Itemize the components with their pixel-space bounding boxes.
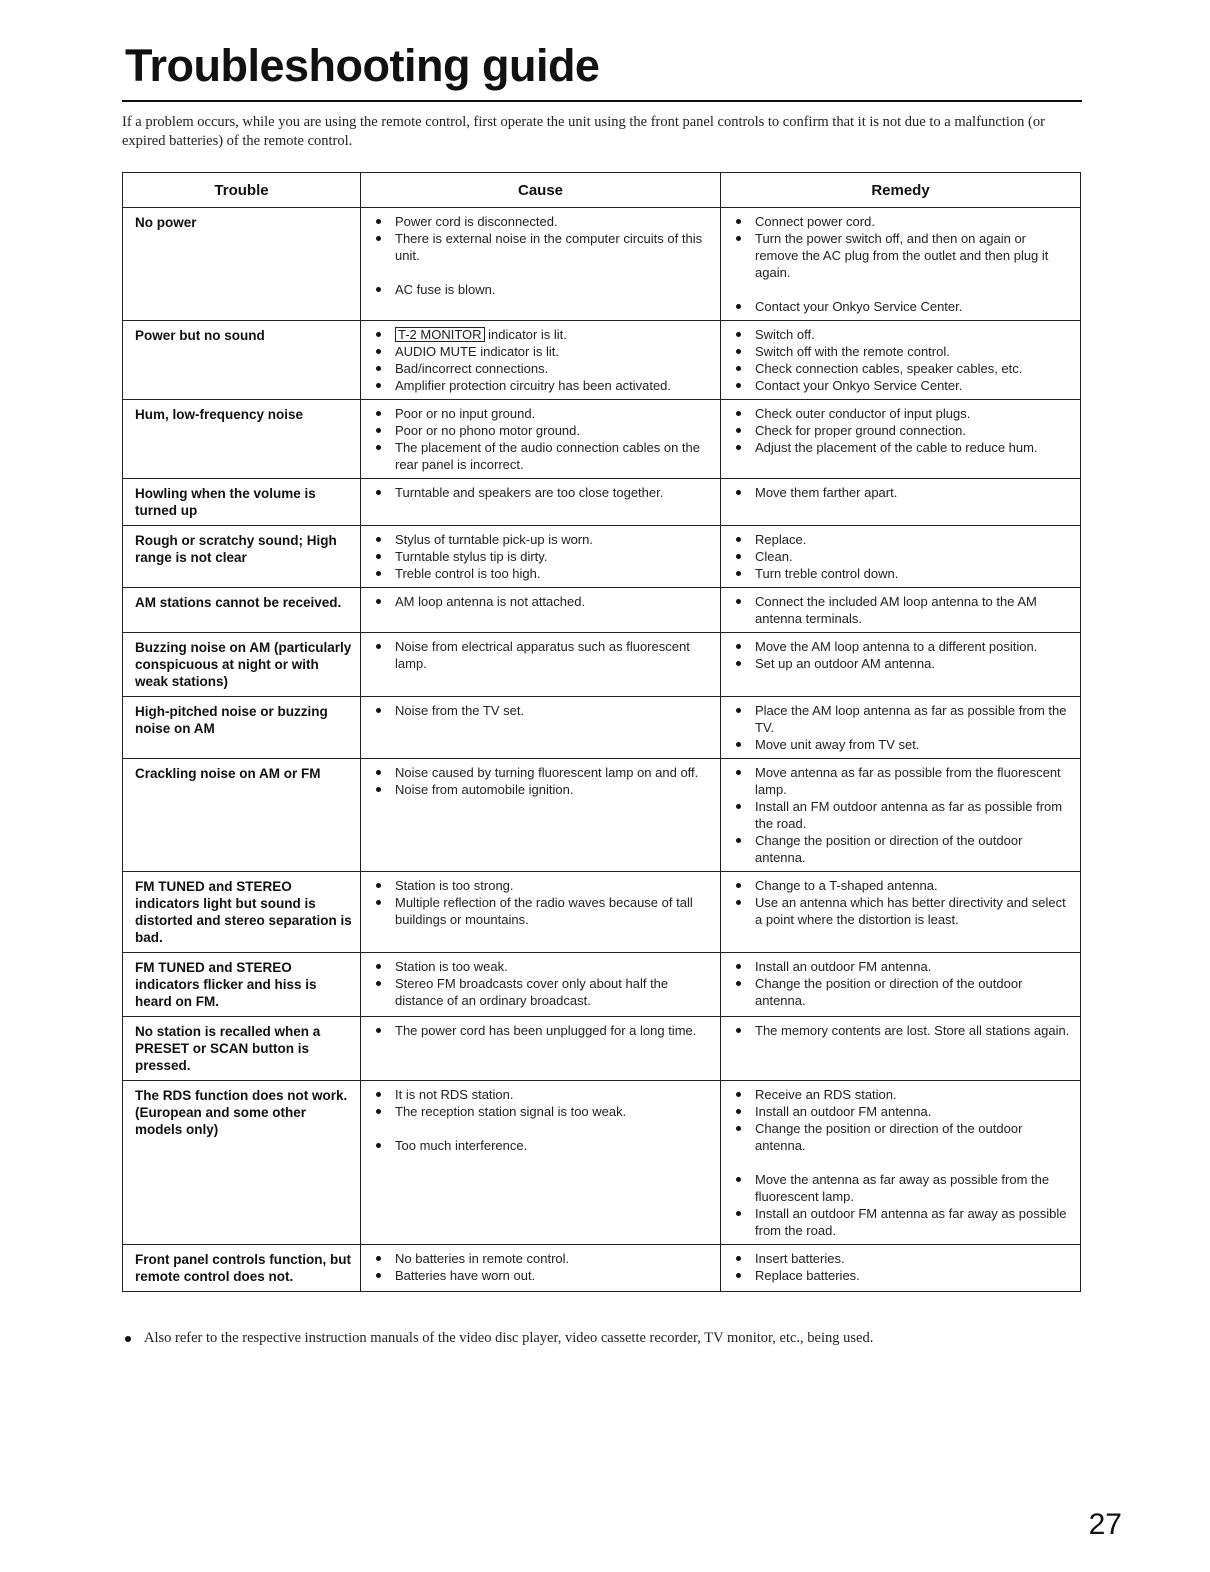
- remedy-list: [733, 958, 1072, 1009]
- cause-list: [373, 702, 712, 719]
- list-item: The power cord has been unplugged for a long time.: [373, 1022, 712, 1039]
- footnote-text: Also refer to the respective instruction manuals of the video disc player, video cassette recorder, TV monitor, etc., being used.: [144, 1330, 874, 1346]
- cause-list: [373, 638, 712, 672]
- page-title: Troubleshooting guide: [125, 40, 600, 91]
- trouble-cell: Power but no sound: [123, 321, 361, 400]
- list-item: Connect the included AM loop antenna to the AM antenna terminals.: [733, 593, 1072, 627]
- remedy-cell: [721, 479, 1081, 526]
- table-row: [123, 588, 1081, 633]
- cause-cell: [361, 321, 721, 400]
- list-item: Batteries have worn out.: [373, 1267, 712, 1284]
- list-item: Turntable and speakers are too close together.: [373, 484, 712, 501]
- list-item: Move unit away from TV set.: [733, 736, 1072, 753]
- cause-cell: [361, 208, 721, 321]
- table-row: [123, 759, 1081, 872]
- list-item: AC fuse is blown.: [373, 281, 712, 298]
- list-item: Replace batteries.: [733, 1267, 1072, 1284]
- table-row: [123, 872, 1081, 953]
- trouble-cell: Crackling noise on AM or FM: [123, 759, 361, 872]
- list-item: Turn treble control down.: [733, 565, 1072, 582]
- list-item: Noise from electrical apparatus such as fluorescent lamp.: [373, 638, 712, 672]
- table-row: [123, 1245, 1081, 1292]
- trouble-cell: High-pitched noise or buzzing noise on AM: [123, 697, 361, 759]
- cause-cell: [361, 1245, 721, 1292]
- cause-cell: [361, 588, 721, 633]
- header-trouble: Trouble: [123, 173, 361, 208]
- list-item: Stereo FM broadcasts cover only about half the distance of an ordinary broadcast.: [373, 975, 712, 1009]
- list-item: Contact your Onkyo Service Center.: [733, 377, 1072, 394]
- list-item: Stylus of turntable pick-up is worn.: [373, 531, 712, 548]
- cause-cell: [361, 953, 721, 1017]
- footnote: [122, 1330, 1104, 1347]
- header-remedy: Remedy: [721, 173, 1081, 208]
- list-item: The placement of the audio connection cables on the rear panel is incorrect.: [373, 439, 712, 473]
- list-item: Noise caused by turning fluorescent lamp on and off.: [373, 764, 712, 781]
- cause-list: [373, 531, 712, 582]
- cause-cell: [361, 400, 721, 479]
- list-item: Clean.: [733, 548, 1072, 565]
- trouble-cell: FM TUNED and STEREO indicators flicker and hiss is heard on FM.: [123, 953, 361, 1017]
- list-item: Amplifier protection circuitry has been activated.: [373, 377, 712, 394]
- list-item: Connect power cord.: [733, 213, 1072, 230]
- list-item: Power cord is disconnected.: [373, 213, 712, 230]
- remedy-cell: [721, 208, 1081, 321]
- cause-cell: [361, 633, 721, 697]
- remedy-cell: [721, 633, 1081, 697]
- trouble-cell: AM stations cannot be received.: [123, 588, 361, 633]
- list-item: Poor or no phono motor ground.: [373, 422, 712, 439]
- list-item: No batteries in remote control.: [373, 1250, 712, 1267]
- list-item: Move antenna as far as possible from the fluorescent lamp.: [733, 764, 1072, 798]
- remedy-cell: [721, 526, 1081, 588]
- bullet-icon: [125, 1336, 131, 1342]
- remedy-cell: [721, 953, 1081, 1017]
- remedy-list: [733, 764, 1072, 866]
- table-row: [123, 208, 1081, 321]
- list-item: Change the position or direction of the outdoor antenna.: [733, 1120, 1072, 1154]
- remedy-cell: [721, 1017, 1081, 1081]
- list-item: Turntable stylus tip is dirty.: [373, 548, 712, 565]
- list-item: Install an FM outdoor antenna as far as possible from the road.: [733, 798, 1072, 832]
- trouble-cell: Hum, low-frequency noise: [123, 400, 361, 479]
- remedy-cell: [721, 1245, 1081, 1292]
- title-rule: [122, 100, 1082, 102]
- cause-cell: [361, 759, 721, 872]
- list-item: Too much interference.: [373, 1137, 712, 1154]
- remedy-cell: [721, 588, 1081, 633]
- list-item: Change the position or direction of the outdoor antenna.: [733, 832, 1072, 866]
- trouble-cell: Buzzing noise on AM (particularly conspicuous at night or with weak stations): [123, 633, 361, 697]
- list-item-text: indicator is lit.: [484, 327, 567, 342]
- trouble-cell: FM TUNED and STEREO indicators light but sound is distorted and stereo separation is bad.: [123, 872, 361, 953]
- remedy-list: [733, 638, 1072, 672]
- intro-paragraph: If a problem occurs, while you are using the remote control, first operate the unit using the front panel controls to confirm that it is not due to a malfunction (or expired batteries) of the remote control.: [122, 114, 1045, 149]
- remedy-cell: [721, 697, 1081, 759]
- table-row: [123, 400, 1081, 479]
- cause-list: [373, 877, 712, 928]
- page-number: 27: [1088, 1508, 1122, 1541]
- remedy-list: [733, 326, 1072, 394]
- cause-cell: [361, 697, 721, 759]
- remedy-list: [733, 593, 1072, 627]
- remedy-list: [733, 213, 1072, 315]
- table-row: [123, 633, 1081, 697]
- remedy-list: [733, 702, 1072, 753]
- table-row: [123, 1081, 1081, 1245]
- cause-list: [373, 1022, 712, 1039]
- list-item: Install an outdoor FM antenna.: [733, 958, 1072, 975]
- list-item: Move the AM loop antenna to a different position.: [733, 638, 1072, 655]
- cause-list: [373, 326, 712, 394]
- list-item: Check outer conductor of input plugs.: [733, 405, 1072, 422]
- list-item: Bad/incorrect connections.: [373, 360, 712, 377]
- cause-cell: [361, 526, 721, 588]
- remedy-cell: [721, 400, 1081, 479]
- list-item: Switch off.: [733, 326, 1072, 343]
- remedy-list: [733, 484, 1072, 501]
- list-item: Check connection cables, speaker cables, etc.: [733, 360, 1072, 377]
- trouble-cell: The RDS function does not work. (European and some other models only): [123, 1081, 361, 1245]
- remedy-list: [733, 531, 1072, 582]
- table-row: [123, 526, 1081, 588]
- table-row: [123, 479, 1081, 526]
- cause-cell: [361, 1017, 721, 1081]
- list-item: Use an antenna which has better directivity and select a point where the distortion is least.: [733, 894, 1072, 928]
- list-item: Place the AM loop antenna as far as possible from the TV.: [733, 702, 1072, 736]
- list-item: The reception station signal is too weak.: [373, 1103, 712, 1120]
- list-item: Change to a T-shaped antenna.: [733, 877, 1072, 894]
- list-item: Poor or no input ground.: [373, 405, 712, 422]
- table-row: [123, 953, 1081, 1017]
- list-item: Noise from automobile ignition.: [373, 781, 712, 798]
- header-cause: Cause: [361, 173, 721, 208]
- trouble-cell: No station is recalled when a PRESET or SCAN button is pressed.: [123, 1017, 361, 1081]
- cause-list: [373, 405, 712, 473]
- list-item: Adjust the placement of the cable to reduce hum.: [733, 439, 1072, 456]
- troubleshooting-table: [122, 172, 1081, 1292]
- cause-list: [373, 484, 712, 501]
- trouble-cell: Howling when the volume is turned up: [123, 479, 361, 526]
- list-item: Receive an RDS station.: [733, 1086, 1072, 1103]
- trouble-cell: No power: [123, 208, 361, 321]
- list-item: Treble control is too high.: [373, 565, 712, 582]
- cause-list: [373, 213, 712, 298]
- list-item: Station is too weak.: [373, 958, 712, 975]
- list-item: Install an outdoor FM antenna as far away as possible from the road.: [733, 1205, 1072, 1239]
- list-item: The memory contents are lost. Store all stations again.: [733, 1022, 1072, 1039]
- boxed-label: T-2 MONITOR: [395, 327, 485, 342]
- list-item: It is not RDS station.: [373, 1086, 712, 1103]
- list-item: There is external noise in the computer circuits of this unit.: [373, 230, 712, 264]
- list-item: Turn the power switch off, and then on again or remove the AC plug from the outlet and then plug it again.: [733, 230, 1072, 281]
- cause-list: [373, 958, 712, 1009]
- list-item: Move the antenna as far away as possible from the fluorescent lamp.: [733, 1171, 1072, 1205]
- list-item: Switch off with the remote control.: [733, 343, 1072, 360]
- remedy-list: [733, 1250, 1072, 1284]
- cause-cell: [361, 479, 721, 526]
- remedy-list: [733, 405, 1072, 456]
- list-item: Set up an outdoor AM antenna.: [733, 655, 1072, 672]
- cause-cell: [361, 1081, 721, 1245]
- cause-list: [373, 593, 712, 610]
- list-item: Install an outdoor FM antenna.: [733, 1103, 1072, 1120]
- remedy-cell: [721, 321, 1081, 400]
- list-item: Replace.: [733, 531, 1072, 548]
- remedy-list: [733, 877, 1072, 928]
- remedy-cell: [721, 759, 1081, 872]
- list-item: AUDIO MUTE indicator is lit.: [373, 343, 712, 360]
- cause-list: [373, 1086, 712, 1154]
- table-row: [123, 321, 1081, 400]
- table-header-row: [123, 173, 1081, 208]
- remedy-list: [733, 1022, 1072, 1039]
- list-item: [373, 326, 712, 343]
- list-item: Contact your Onkyo Service Center.: [733, 298, 1072, 315]
- cause-list: [373, 1250, 712, 1284]
- list-item: Noise from the TV set.: [373, 702, 712, 719]
- remedy-list: [733, 1086, 1072, 1239]
- list-item: Change the position or direction of the outdoor antenna.: [733, 975, 1072, 1009]
- list-item: Move them farther apart.: [733, 484, 1072, 501]
- remedy-cell: [721, 872, 1081, 953]
- list-item: Insert batteries.: [733, 1250, 1072, 1267]
- list-item: AM loop antenna is not attached.: [373, 593, 712, 610]
- list-item: Station is too strong.: [373, 877, 712, 894]
- table-row: [123, 1017, 1081, 1081]
- table-row: [123, 697, 1081, 759]
- cause-list: [373, 764, 712, 798]
- trouble-cell: Front panel controls function, but remote control does not.: [123, 1245, 361, 1292]
- cause-cell: [361, 872, 721, 953]
- list-item: Check for proper ground connection.: [733, 422, 1072, 439]
- list-item: Multiple reflection of the radio waves because of tall buildings or mountains.: [373, 894, 712, 928]
- remedy-cell: [721, 1081, 1081, 1245]
- trouble-cell: Rough or scratchy sound; High range is not clear: [123, 526, 361, 588]
